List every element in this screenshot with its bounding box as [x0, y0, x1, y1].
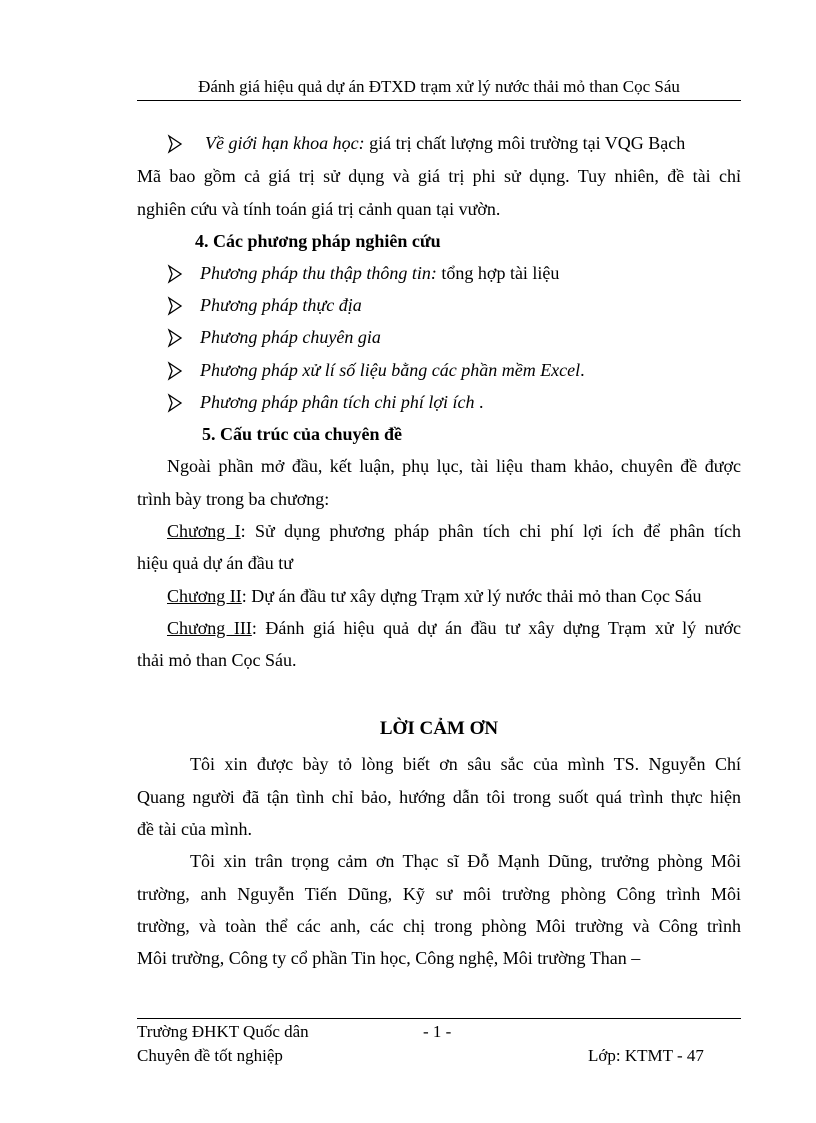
arrow-bullet-icon [166, 328, 184, 348]
thanks-p2-line-3: trường, và toàn thể các anh, các chị trong phòng Môi trường và Công trình [137, 916, 741, 936]
footer-school: Trường ĐHKT Quốc dân [137, 1022, 309, 1041]
footer-page-number: - 1 - [423, 1022, 452, 1041]
running-header: Đánh giá hiệu quả dự án ĐTXD trạm xử lý nước thải mỏ than Cọc Sáu [198, 77, 680, 96]
footer-class: Lớp: KTMT - 47 [588, 1046, 704, 1065]
methods-heading: 4. Các phương pháp nghiên cứu [195, 231, 441, 251]
thanks-title: LỜI CẢM ƠN [379, 718, 499, 739]
method-item [200, 260, 559, 286]
scope-lead: Về giới hạn khoa học: [205, 133, 365, 153]
method-item-detail: . [474, 392, 484, 412]
arrow-bullet-icon [166, 296, 184, 316]
arrow-bullet-icon [166, 393, 184, 413]
chapter-3-text: : Đánh giá hiệu quả dự án đầu tư xây dựng Trạm xử lý nước [251, 618, 741, 638]
chapter-3-line-2: thải mỏ than Cọc Sáu. [137, 650, 297, 670]
method-item-label: Phương pháp chuyên gia [200, 327, 381, 347]
method-item-label: Phương pháp thu thập thông tin: [200, 263, 437, 283]
chapter-2-label: Chương II [167, 586, 242, 606]
arrow-bullet-icon [166, 361, 184, 381]
thanks-p2-line-2: trường, anh Nguyễn Tiến Dũng, Kỹ sư môi trường phòng Công trình Môi [137, 884, 741, 904]
structure-intro-1: Ngoài phần mở đầu, kết luận, phụ lục, tài liệu tham khảo, chuyên đề được [167, 456, 741, 476]
thanks-p1-line-3: đề tài của mình. [137, 819, 252, 839]
scope-line-1 [205, 130, 685, 156]
chapter-2-text: : Dự án đầu tư xây dựng Trạm xử lý nước thải mỏ than Cọc Sáu [241, 586, 702, 606]
thanks-p1-line-1: Tôi xin được bày tỏ lòng biết ơn sâu sắc của mình TS. Nguyễn Chí [190, 754, 741, 774]
thanks-p1-line-2: Quang người đã tận tình chỉ bảo, hướng dẫn tôi trong suốt quá trình thực hiện [137, 787, 741, 807]
method-item [200, 389, 484, 415]
footer-rule [137, 1018, 741, 1019]
scope-line-3: nghiên cứu và tính toán giá trị cảnh quan tại vườn. [137, 199, 501, 219]
chapter-1-text: : Sử dụng phương pháp phân tích chi phí lợi ích để phân tích [240, 521, 742, 541]
chapter-1-label: Chương I [167, 521, 241, 541]
method-item-detail: . [580, 360, 585, 380]
thanks-p2-line-1: Tôi xin trân trọng cảm ơn Thạc sĩ Đỗ Mạnh Dũng, trưởng phòng Môi [190, 851, 741, 871]
method-item-label: Phương pháp phân tích chi phí lợi ích [200, 392, 475, 412]
method-item-detail: tổng hợp tài liệu [436, 263, 560, 283]
method-item-label: Phương pháp thực địa [200, 295, 362, 315]
chapter-3-label: Chương III [167, 618, 252, 638]
structure-heading: 5. Cấu trúc của chuyên đề [202, 424, 403, 444]
footer-doc-type: Chuyên đề tốt nghiệp [137, 1046, 283, 1065]
arrow-bullet-icon [166, 134, 184, 154]
chapter-3-line-1 [167, 615, 741, 641]
method-item [200, 357, 585, 383]
chapter-2-line [167, 583, 702, 609]
chapter-1-line-2: hiệu quả dự án đầu tư [137, 553, 293, 573]
chapter-1-line-1 [167, 518, 741, 544]
header-rule [137, 100, 741, 101]
thanks-p2-line-4: Môi trường, Công ty cổ phần Tin học, Công nghệ, Môi trường Than – [137, 948, 641, 968]
method-item-label: Phương pháp xử lí số liệu bằng các phần mềm Excel [200, 360, 581, 380]
scope-line-2: Mã bao gồm cả giá trị sử dụng và giá trị phi sử dụng. Tuy nhiên, đề tài chỉ [137, 166, 741, 186]
method-item [200, 292, 362, 318]
scope-text-1: giá trị chất lượng môi trường tại VQG Bạch [369, 133, 686, 153]
structure-intro-2: trình bày trong ba chương: [137, 489, 330, 509]
method-item [200, 324, 381, 350]
arrow-bullet-icon [166, 264, 184, 284]
